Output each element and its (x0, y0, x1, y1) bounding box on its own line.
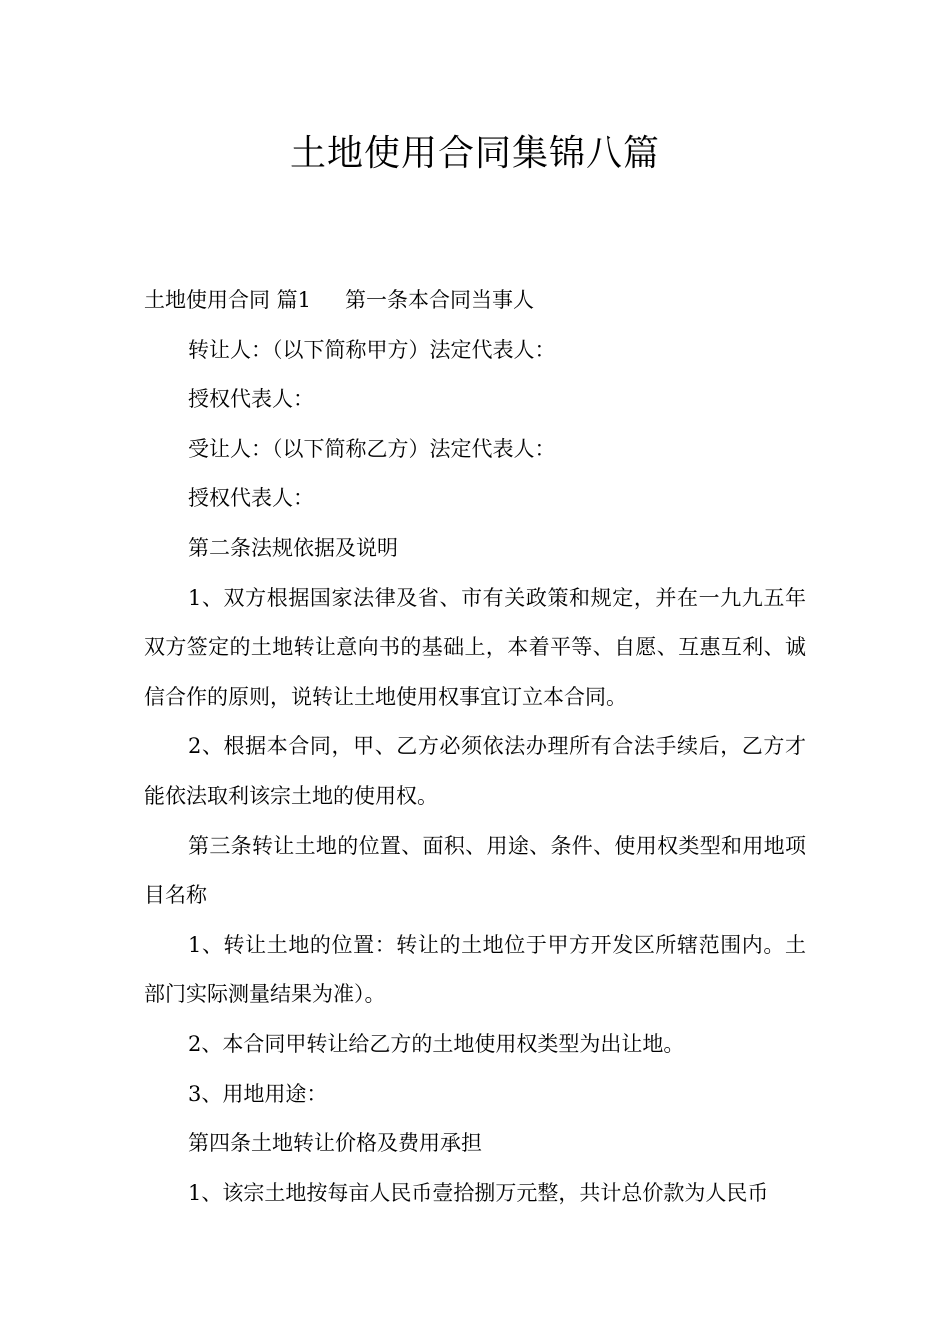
section-label: 土地使用合同 篇1 (144, 288, 312, 312)
paragraph: 授权代表人： (188, 486, 314, 511)
paragraph: 2、根据本合同，甲、乙方必须依法办理所有合法手续后，乙方才能依法取利该宗土地的使用权。 (144, 734, 806, 808)
document-title: 土地使用合同集锦八篇 (289, 133, 660, 174)
paragraph: 1、双方根据国家法律及省、市有关政策和规定，并在一九九五年双方签定的土地转让意向书的基础上，本着平等、自愿、互惠互利、诚信合作的原则，说转让土地使用权事宜订立本合同。 (144, 585, 806, 709)
paragraph: 第四条土地转让价格及费用承担 (188, 1131, 482, 1156)
paragraph: 受让人：（以下简称乙方）法定代表人： (188, 436, 556, 461)
paragraph: 1、该宗土地按每亩人民币壹拾捌万元整，共计总价款为人民币 (188, 1180, 769, 1205)
clause-heading: 第一条本合同当事人 (345, 288, 535, 312)
paragraph: 第三条转让土地的位置、面积、用途、条件、使用权类型和用地项目名称 (144, 833, 806, 908)
paragraph: 3、用地用途： (188, 1081, 328, 1106)
paragraph: 授权代表人： (188, 387, 314, 412)
first-line (144, 276, 806, 326)
paragraph: 转让人：（以下简称甲方）法定代表人： (188, 337, 556, 362)
paragraph: 2、本合同甲转让给乙方的土地使用权类型为出让地。 (188, 1031, 685, 1056)
paragraph: 第二条法规依据及说明 (188, 535, 398, 560)
paragraph: 1、转让土地的位置：转让的土地位于甲方开发区所辖范围内。土部门实际测量结果为准）。 (144, 932, 806, 1007)
document-body (144, 276, 806, 1218)
